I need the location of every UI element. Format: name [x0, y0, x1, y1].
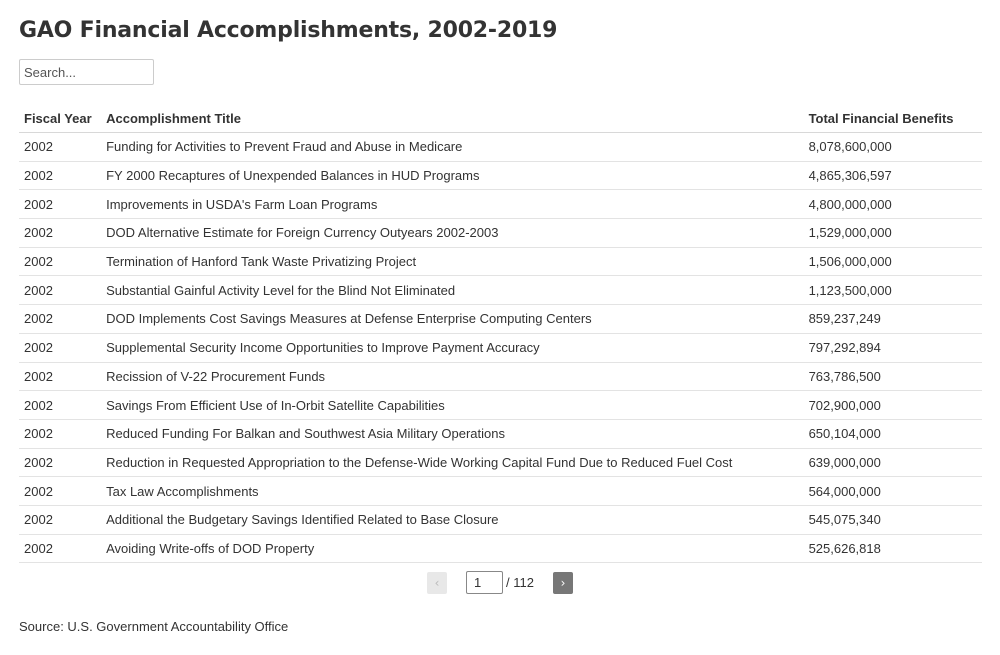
cell-accomplishment-title: Improvements in USDA's Farm Loan Programs — [101, 190, 803, 219]
cell-total-benefits: 8,078,600,000 — [804, 133, 982, 162]
chevron-right-icon: › — [560, 576, 566, 590]
cell-accomplishment-title: Termination of Hanford Tank Waste Privatizing Project — [101, 247, 803, 276]
cell-fiscal-year: 2002 — [19, 534, 101, 563]
cell-fiscal-year: 2002 — [19, 305, 101, 334]
cell-fiscal-year: 2002 — [19, 333, 101, 362]
cell-accomplishment-title: Recission of V-22 Procurement Funds — [101, 362, 803, 391]
table-header-row — [19, 104, 982, 133]
cell-fiscal-year: 2002 — [19, 362, 101, 391]
cell-accomplishment-title: DOD Alternative Estimate for Foreign Currency Outyears 2002-2003 — [101, 219, 803, 248]
cell-total-benefits: 1,123,500,000 — [804, 276, 982, 305]
cell-accomplishment-title: FY 2000 Recaptures of Unexpended Balances in HUD Programs — [101, 161, 803, 190]
table-row — [19, 505, 982, 534]
cell-total-benefits: 4,865,306,597 — [804, 161, 982, 190]
column-header-fiscal-year[interactable]: Fiscal Year — [19, 104, 101, 133]
cell-total-benefits: 564,000,000 — [804, 477, 982, 506]
cell-total-benefits: 859,237,249 — [804, 305, 982, 334]
page-number-input[interactable] — [466, 571, 503, 594]
table-row — [19, 305, 982, 334]
cell-total-benefits: 4,800,000,000 — [804, 190, 982, 219]
table-row — [19, 133, 982, 162]
cell-total-benefits: 650,104,000 — [804, 419, 982, 448]
table-row — [19, 161, 982, 190]
cell-total-benefits: 1,529,000,000 — [804, 219, 982, 248]
cell-accomplishment-title: Tax Law Accomplishments — [101, 477, 803, 506]
cell-accomplishment-title: Additional the Budgetary Savings Identified Related to Base Closure — [101, 505, 803, 534]
table-row — [19, 391, 982, 420]
table-row — [19, 534, 982, 563]
cell-fiscal-year: 2002 — [19, 247, 101, 276]
column-header-total-financial-benefits[interactable]: Total Financial Benefits — [804, 104, 982, 133]
cell-total-benefits: 525,626,818 — [804, 534, 982, 563]
next-page-button[interactable] — [553, 572, 573, 594]
previous-page-button[interactable] — [427, 572, 447, 594]
cell-total-benefits: 639,000,000 — [804, 448, 982, 477]
cell-fiscal-year: 2002 — [19, 477, 101, 506]
cell-fiscal-year: 2002 — [19, 161, 101, 190]
cell-fiscal-year: 2002 — [19, 276, 101, 305]
cell-total-benefits: 797,292,894 — [804, 333, 982, 362]
cell-fiscal-year: 2002 — [19, 448, 101, 477]
cell-total-benefits: 763,786,500 — [804, 362, 982, 391]
cell-fiscal-year: 2002 — [19, 219, 101, 248]
table-row — [19, 333, 982, 362]
cell-fiscal-year: 2002 — [19, 419, 101, 448]
table-row — [19, 419, 982, 448]
cell-accomplishment-title: Reduction in Requested Appropriation to the Defense-Wide Working Capital Fund Due to Reduced Fuel Cost — [101, 448, 803, 477]
column-header-accomplishment-title[interactable]: Accomplishment Title — [101, 104, 803, 133]
pagination — [19, 571, 982, 595]
cell-fiscal-year: 2002 — [19, 133, 101, 162]
chevron-left-icon: ‹ — [434, 576, 440, 590]
cell-total-benefits: 1,506,000,000 — [804, 247, 982, 276]
table-row — [19, 276, 982, 305]
cell-fiscal-year: 2002 — [19, 391, 101, 420]
table-row — [19, 247, 982, 276]
cell-fiscal-year: 2002 — [19, 190, 101, 219]
table-row — [19, 219, 982, 248]
cell-fiscal-year: 2002 — [19, 505, 101, 534]
cell-total-benefits: 545,075,340 — [804, 505, 982, 534]
cell-accomplishment-title: Funding for Activities to Prevent Fraud and Abuse in Medicare — [101, 133, 803, 162]
search-input[interactable] — [19, 59, 154, 85]
accomplishments-table — [19, 104, 982, 563]
total-pages-label: / 112 — [506, 575, 534, 590]
cell-accomplishment-title: Substantial Gainful Activity Level for the Blind Not Eliminated — [101, 276, 803, 305]
table-row — [19, 448, 982, 477]
table-row — [19, 477, 982, 506]
cell-accomplishment-title: DOD Implements Cost Savings Measures at Defense Enterprise Computing Centers — [101, 305, 803, 334]
table-row — [19, 190, 982, 219]
cell-total-benefits: 702,900,000 — [804, 391, 982, 420]
cell-accomplishment-title: Savings From Efficient Use of In-Orbit Satellite Capabilities — [101, 391, 803, 420]
source-note: Source: U.S. Government Accountability Office — [19, 619, 289, 634]
table-row — [19, 362, 982, 391]
page-title: GAO Financial Accomplishments, 2002-2019 — [19, 18, 558, 43]
cell-accomplishment-title: Supplemental Security Income Opportunities to Improve Payment Accuracy — [101, 333, 803, 362]
cell-accomplishment-title: Reduced Funding For Balkan and Southwest Asia Military Operations — [101, 419, 803, 448]
cell-accomplishment-title: Avoiding Write-offs of DOD Property — [101, 534, 803, 563]
